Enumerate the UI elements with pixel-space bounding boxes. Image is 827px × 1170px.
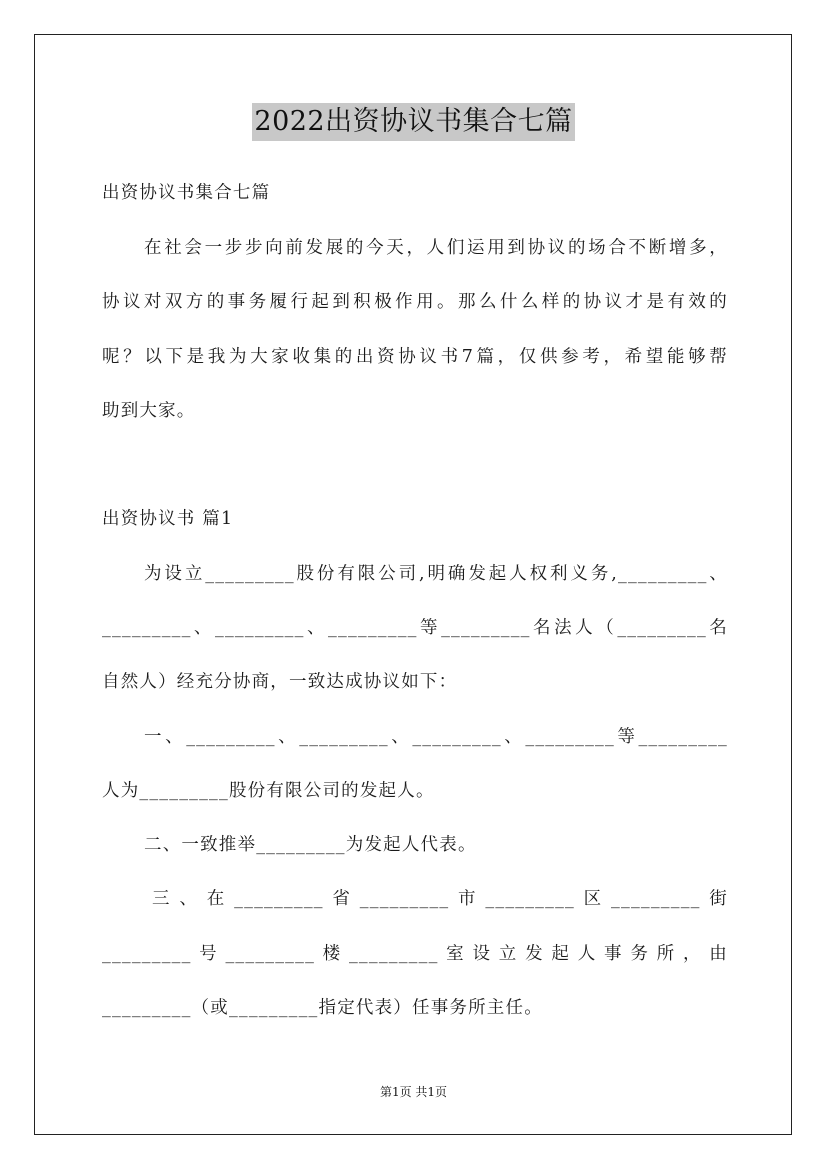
body-line: _________、_________、_________等_________名法人（_________名 bbox=[102, 618, 728, 638]
body-line: _________（或_________指定代表）任事务所主任。 bbox=[102, 998, 543, 1018]
section-heading: 出资协议书 篇1 bbox=[102, 509, 234, 529]
body-line: 二、一致推举_________为发起人代表。 bbox=[144, 835, 477, 855]
body-line: 一、_________、_________、_________、_________等_________ bbox=[144, 727, 728, 747]
page-footer: 第1页 共1页 bbox=[379, 1085, 448, 1099]
intro-line: 呢？以下是我为大家收集的出资协议书7篇，仅供参考，希望能够帮 bbox=[102, 347, 728, 367]
body-line: _________号_________楼_________室设立发起人事务所，由 bbox=[102, 944, 728, 964]
body-line: 三、在_________省_________市_________区_________街 bbox=[152, 889, 728, 909]
intro-line: 协议对双方的事务履行起到积极作用。那么什么样的协议才是有效的 bbox=[102, 292, 728, 312]
intro-line: 在社会一步步向前发展的今天，人们运用到协议的场合不断增多， bbox=[144, 238, 728, 258]
document-subtitle: 出资协议书集合七篇 bbox=[102, 183, 271, 203]
title-container bbox=[0, 103, 827, 141]
intro-line: 助到大家。 bbox=[102, 401, 196, 421]
document-title: 2022出资协议书集合七篇 bbox=[252, 103, 574, 141]
body-line: 人为_________股份有限公司的发起人。 bbox=[102, 781, 435, 801]
body-line: 为设立_________股份有限公司,明确发起人权利义务,_________、 bbox=[144, 564, 728, 584]
body-line: 自然人）经充分协商，一致达成协议如下： bbox=[102, 672, 458, 692]
